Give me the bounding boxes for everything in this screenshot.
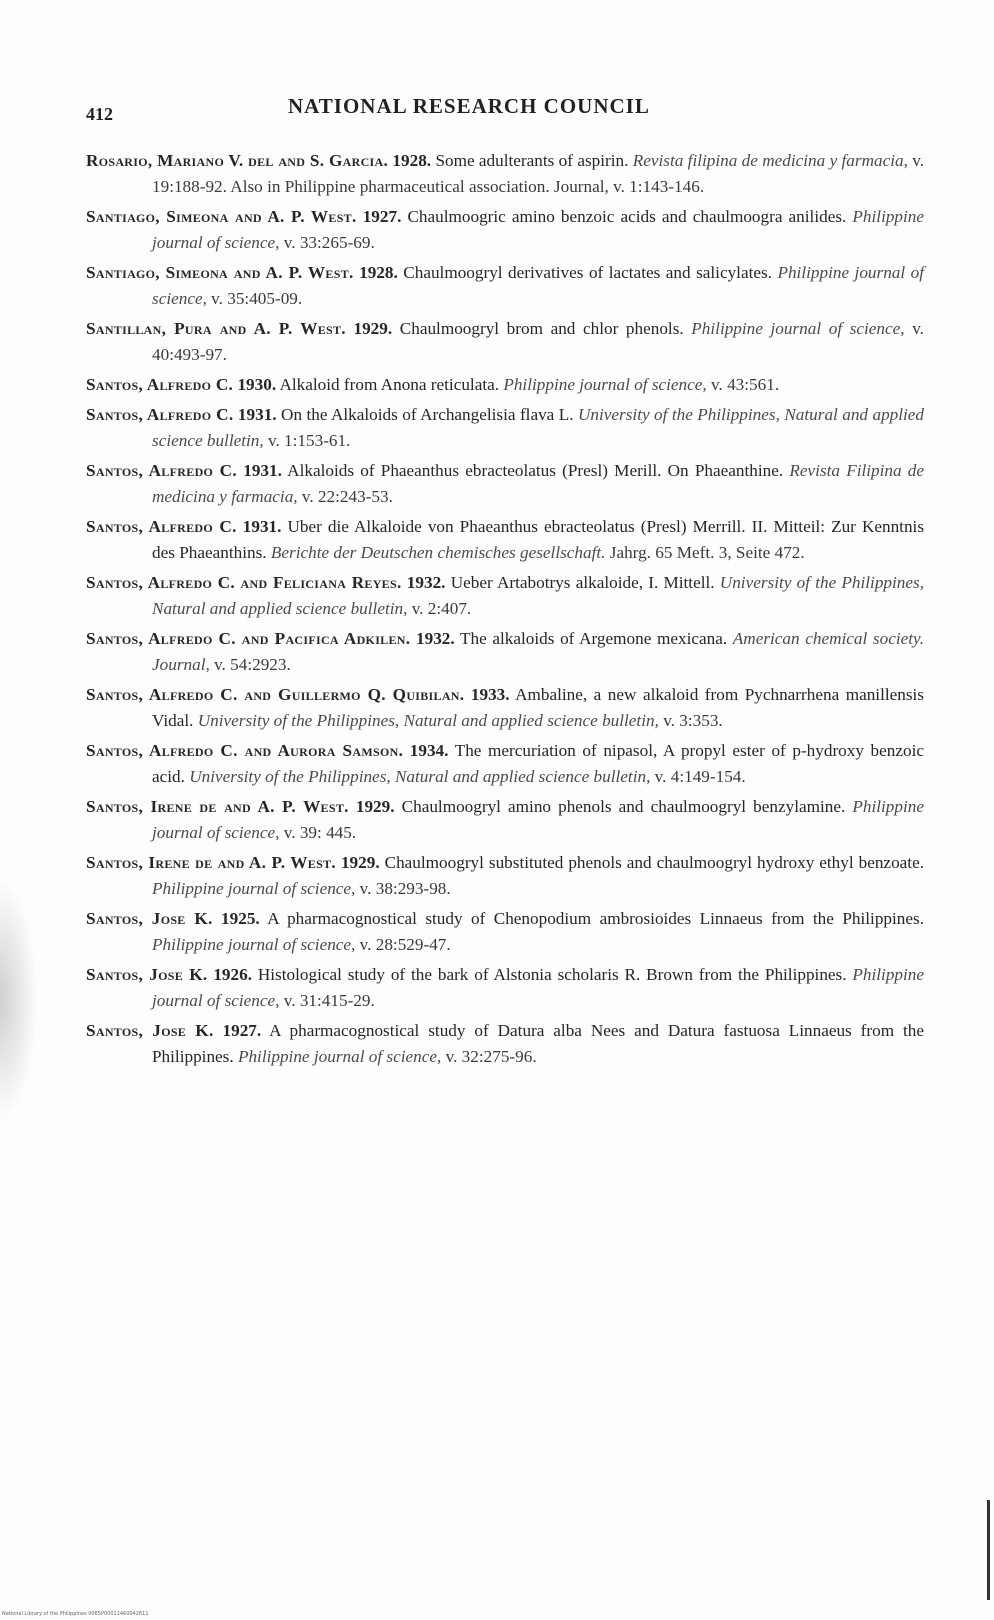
- entry-title: Chaulmoogryl brom and chlor phenols.: [399, 319, 684, 338]
- entry-title: Histological study of the bark of Alstonia scholaris R. Brown from the Philippines.: [257, 965, 847, 984]
- page-header: [78, 90, 928, 130]
- bibliography-entry: [86, 570, 924, 622]
- entry-journal: Philippine journal of science,: [237, 1047, 442, 1066]
- entry-citation: v. 1:153-61.: [267, 431, 351, 450]
- entry-title: On the Alkaloids of Archangelisia flava L.: [281, 405, 574, 424]
- entry-journal: University of the Philippines, Natural and applied science bulletin,: [189, 767, 651, 786]
- bibliography-entry: [86, 260, 924, 312]
- entry-year: 1931.: [242, 517, 282, 536]
- entry-title: The mercuriation of nipasol, A propyl ester of p-hydroxy benzoic acid.: [152, 741, 924, 786]
- entry-journal: University of the Philippines, Natural and applied science bulletin,: [152, 405, 925, 450]
- entry-title: The alkaloids of Argemone mexicana.: [460, 629, 728, 648]
- entry-year: 1930.: [237, 375, 277, 394]
- bibliography-entry: [86, 906, 924, 958]
- entry-year: 1927.: [362, 207, 402, 226]
- entry-year: 1928.: [359, 263, 398, 282]
- entry-journal: Berichte der Deutschen chemisches gesellschaft.: [270, 543, 606, 562]
- entry-citation: v. 2:407.: [411, 599, 472, 618]
- entry-author: Santos, Alfredo C. and Pacifica Adkilen.: [86, 629, 411, 648]
- entry-citation: v. 35:405-09.: [211, 289, 303, 308]
- entry-year: 1929.: [353, 319, 393, 338]
- entry-author: Santos, Alfredo C. and Aurora Samson.: [86, 741, 404, 760]
- entry-author: Rosario, Mariano V. del and S. Garcia.: [86, 151, 389, 170]
- entry-journal: Philippine journal of science,: [152, 879, 356, 898]
- bibliography-list: [86, 148, 924, 1074]
- entry-title: A pharmacognostical study of Datura alba Nees and Datura fastuosa Linnaeus from the Philippines.: [152, 1021, 924, 1066]
- entry-year: 1933.: [470, 685, 510, 704]
- entry-title: Ambaline, a new alkaloid from Pychnarrhena manillensis Vidal.: [152, 685, 924, 730]
- entry-title: Chaulmoogric amino benzoic acids and chaulmoogra anilides.: [407, 207, 847, 226]
- entry-title: Some adulterants of aspirin.: [435, 151, 629, 170]
- entry-journal: Philippine journal of science,: [152, 965, 925, 1010]
- bibliography-entry: [86, 514, 924, 566]
- entry-citation: v. 32:275-96.: [445, 1047, 537, 1066]
- entry-title: Chaulmoogryl substituted phenols and chaulmoogryl hydroxy ethyl benzoate.: [384, 853, 924, 872]
- entry-citation: v. 31:415-29.: [283, 991, 375, 1010]
- entry-title: Chaulmoogryl amino phenols and chaulmoogryl benzylamine.: [401, 797, 846, 816]
- entry-citation: v. 39: 445.: [283, 823, 357, 842]
- bibliography-entry: [86, 204, 924, 256]
- entry-year: 1932.: [416, 629, 455, 648]
- entry-journal: Philippine journal of science,: [691, 319, 905, 338]
- entry-journal: University of the Philippines, Natural and applied science bulletin,: [197, 711, 659, 730]
- entry-author: Santillan, Pura and A. P. West.: [86, 319, 346, 338]
- entry-year: 1929.: [340, 853, 380, 872]
- entry-citation: v. 28:529-47.: [359, 935, 451, 954]
- bibliography-entry: [86, 458, 924, 510]
- running-head: NATIONAL RESEARCH COUNCIL: [288, 94, 650, 118]
- bibliography-entry: [86, 794, 924, 846]
- entry-year: 1934.: [409, 741, 449, 760]
- entry-title: A pharmacognostical study of Chenopodium ambrosioides Linnaeus from the Philippines.: [267, 909, 924, 928]
- bibliography-entry: [86, 316, 924, 368]
- entry-journal: Philippine journal of science,: [503, 375, 707, 394]
- entry-author: Santos, Jose K.: [86, 965, 208, 984]
- entry-citation: v. 38:293-98.: [359, 879, 451, 898]
- entry-journal: Philippine journal of science,: [152, 207, 925, 252]
- entry-journal: Philippine journal of science,: [152, 935, 356, 954]
- entry-author: Santiago, Simeona and A. P. West.: [86, 207, 357, 226]
- entry-year: 1932.: [406, 573, 446, 592]
- entry-author: Santos, Irene de and A. P. West.: [86, 853, 336, 872]
- entry-year: 1929.: [355, 797, 395, 816]
- bibliography-entry: [86, 850, 924, 902]
- entry-journal: University of the Philippines, Natural and applied science bulletin,: [152, 573, 925, 618]
- page-number: 412: [86, 104, 113, 124]
- entry-journal: American chemical society. Journal,: [152, 629, 924, 674]
- entry-citation: v. 3:353.: [663, 711, 723, 730]
- entry-journal: Revista Filipina de medicina y farmacia,: [152, 461, 925, 506]
- bibliography-entry: [86, 738, 924, 790]
- bibliography-entry: [86, 402, 924, 454]
- entry-citation: v. 54:2923.: [214, 655, 291, 674]
- entry-author: Santos, Alfredo C. and Feliciana Reyes.: [86, 573, 402, 592]
- entry-title: Uber die Alkaloide von Phaeanthus ebracteolatus (Presl) Merrill. II. Mitteil: Zur Kenntnis des Phaeanthins.: [152, 517, 925, 562]
- entry-citation: v. 40:493-97.: [152, 319, 924, 364]
- bibliography-entry: [86, 372, 924, 398]
- entry-year: 1927.: [222, 1021, 262, 1040]
- entry-title: Alkaloids of Phaeanthus ebracteolatus (Presl) Merill. On Phaeanthine.: [287, 461, 784, 480]
- entry-author: Santos, Irene de and A. P. West.: [86, 797, 349, 816]
- entry-year: 1925.: [221, 909, 260, 928]
- page-right-edge-shadow: [987, 1500, 990, 1600]
- entry-year: 1926.: [213, 965, 252, 984]
- entry-citation: v. 19:188-92. Also in Philippine pharmaceutical association. Journal, v. 1:143-146.: [152, 151, 925, 196]
- entry-title: Ueber Artabotrys alkaloide, I. Mittell.: [450, 573, 715, 592]
- entry-year: 1928.: [392, 151, 432, 170]
- entry-author: Santos, Jose K.: [86, 909, 213, 928]
- bibliography-entry: [86, 148, 924, 200]
- entry-author: Santos, Alfredo C.: [86, 461, 237, 480]
- entry-journal: Philippine journal of science,: [152, 797, 924, 842]
- entry-citation: v. 4:149-154.: [654, 767, 746, 786]
- entry-author: Santos, Alfredo C. and Guillermo Q. Quibilan.: [86, 685, 465, 704]
- entry-citation: Jahrg. 65 Meft. 3, Seite 472.: [609, 543, 805, 562]
- entry-author: Santos, Alfredo C.: [86, 375, 234, 394]
- scan-footer-note: National Library of the Philippines 0065P00011460042611: [2, 1611, 149, 1617]
- entry-citation: v. 33:265-69.: [283, 233, 375, 252]
- entry-title: Alkaloid from Anona reticulata.: [279, 375, 500, 394]
- entry-author: Santos, Jose K.: [86, 1021, 214, 1040]
- entry-author: Santos, Alfredo C.: [86, 405, 234, 424]
- entry-journal: Revista filipina de medicina y farmacia,: [632, 151, 908, 170]
- bibliography-entry: [86, 1018, 924, 1070]
- entry-year: 1931.: [243, 461, 282, 480]
- entry-journal: Philippine journal of science,: [152, 263, 925, 308]
- bibliography-entry: [86, 962, 924, 1014]
- page-edge-smudge: [0, 880, 38, 1120]
- entry-citation: v. 43:561.: [711, 375, 780, 394]
- entry-author: Santos, Alfredo C.: [86, 517, 237, 536]
- bibliography-entry: [86, 626, 924, 678]
- bibliography-entry: [86, 682, 924, 734]
- entry-citation: v. 22:243-53.: [301, 487, 393, 506]
- entry-title: Chaulmoogryl derivatives of lactates and salicylates.: [403, 263, 772, 282]
- entry-year: 1931.: [237, 405, 277, 424]
- entry-author: Santiago, Simeona and A. P. West.: [86, 263, 354, 282]
